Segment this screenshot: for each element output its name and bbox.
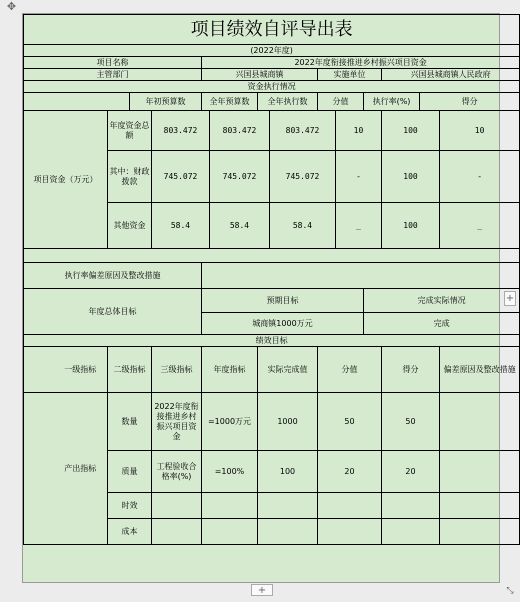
funds-cell: 10 xyxy=(336,111,382,151)
perf-score xyxy=(382,493,440,519)
funds-cell: - xyxy=(336,151,382,203)
funds-cell: _ xyxy=(440,203,520,249)
resize-handle-icon[interactable]: ⤡ xyxy=(506,586,514,596)
perf-header-actual: 实际完成值 xyxy=(258,347,318,393)
move-handle-icon[interactable]: ✥ xyxy=(6,0,17,13)
funds-cell: 803.472 xyxy=(210,111,270,151)
evaluation-table xyxy=(23,14,520,545)
perf-blank-col xyxy=(24,393,54,545)
perf-score xyxy=(382,519,440,545)
perf-level3: 工程验收合格率(%) xyxy=(152,451,202,493)
dept-value: 兴国县城商镇 xyxy=(202,69,318,81)
perf-header-blank xyxy=(24,347,54,393)
goal-label: 年度总体目标 xyxy=(24,289,202,335)
perf-target xyxy=(202,519,258,545)
add-column-plus-icon[interactable]: + xyxy=(505,293,515,304)
funds-row-label: 年度资金总额 xyxy=(108,111,152,151)
funds-cell: _ xyxy=(336,203,382,249)
perf-actual xyxy=(258,493,318,519)
document-page xyxy=(22,13,516,583)
funds-header-annual-executed: 全年执行数 xyxy=(258,93,318,111)
funds-cell: - xyxy=(440,151,520,203)
perf-level1: 产出指标 xyxy=(54,393,108,545)
perf-level3 xyxy=(152,493,202,519)
perf-level2: 时效 xyxy=(108,493,152,519)
perf-header-deviation: 偏差原因及整改措施 xyxy=(440,347,520,393)
funds-header-score: 得分 xyxy=(420,93,520,111)
impl-label: 实施单位 xyxy=(318,69,382,81)
perf-actual: 1000 xyxy=(258,393,318,451)
perf-note xyxy=(440,451,520,493)
funds-cell: 58.4 xyxy=(152,203,210,249)
perf-header-score: 得分 xyxy=(382,347,440,393)
perf-note xyxy=(440,493,520,519)
table-year: (2022年度) xyxy=(24,45,520,57)
funds-header-initial-budget: 年初预算数 xyxy=(130,93,202,111)
goal-expected-value: 城商镇1000万元 xyxy=(202,313,364,335)
funds-row-label: 其他资金 xyxy=(108,203,152,249)
deviation-label: 执行率偏差原因及整改措施 xyxy=(24,263,202,289)
funds-header-score-value: 分值 xyxy=(318,93,364,111)
funds-cell: 803.472 xyxy=(152,111,210,151)
perf-score: 20 xyxy=(382,451,440,493)
impl-value: 兴国县城商镇人民政府 xyxy=(382,69,520,81)
perf-score-value xyxy=(318,519,382,545)
funds-row-label: 其中：财政拨款 xyxy=(108,151,152,203)
perf-score-value xyxy=(318,493,382,519)
funds-cell: 100 xyxy=(382,203,440,249)
blank-row xyxy=(24,249,520,263)
table-title: 项目绩效自评导出表 xyxy=(24,15,520,45)
funds-cell: 745.072 xyxy=(270,151,336,203)
perf-target: =100% xyxy=(202,451,258,493)
funds-label: 项目资金（万元） xyxy=(24,111,108,249)
perf-section-title: 绩效目标 xyxy=(24,335,520,347)
funds-cell: 745.072 xyxy=(152,151,210,203)
funds-cell: 58.4 xyxy=(270,203,336,249)
funds-cell: 803.472 xyxy=(270,111,336,151)
perf-level2: 成本 xyxy=(108,519,152,545)
project-name-value: 2022年度衔接推进乡村振兴项目资金 xyxy=(202,57,520,69)
perf-actual xyxy=(258,519,318,545)
goal-actual-header: 完成实际情况 xyxy=(364,289,520,313)
perf-actual: 100 xyxy=(258,451,318,493)
perf-header-annual-target: 年度指标 xyxy=(202,347,258,393)
perf-header-score-value: 分值 xyxy=(318,347,382,393)
perf-level3 xyxy=(152,519,202,545)
project-name-label: 项目名称 xyxy=(24,57,202,69)
perf-score-value: 50 xyxy=(318,393,382,451)
dept-label: 主管部门 xyxy=(24,69,202,81)
perf-level3: 2022年度衔接推进乡村振兴项目资金 xyxy=(152,393,202,451)
funds-header-annual-budget: 全年预算数 xyxy=(202,93,258,111)
perf-header-level3: 三级指标 xyxy=(152,347,202,393)
perf-header-level1: 一级指标 xyxy=(54,347,108,393)
perf-level2: 数量 xyxy=(108,393,152,451)
goal-actual-value: 完成 xyxy=(364,313,520,335)
funds-cell: 745.072 xyxy=(210,151,270,203)
funds-cell: 10 xyxy=(440,111,520,151)
funds-header-execution-rate: 执行率(%) xyxy=(364,93,420,111)
funds-section-title: 资金执行情况 xyxy=(24,81,520,93)
perf-score: 50 xyxy=(382,393,440,451)
deviation-value xyxy=(202,263,520,289)
perf-note xyxy=(440,519,520,545)
add-row-plus-icon[interactable]: + xyxy=(251,584,273,596)
goal-expected-header: 预期目标 xyxy=(202,289,364,313)
perf-target xyxy=(202,493,258,519)
perf-level2: 质量 xyxy=(108,451,152,493)
perf-note xyxy=(440,393,520,451)
funds-cell: 100 xyxy=(382,111,440,151)
perf-score-value: 20 xyxy=(318,451,382,493)
funds-cell: 100 xyxy=(382,151,440,203)
funds-header-blank xyxy=(24,93,130,111)
perf-target: =1000万元 xyxy=(202,393,258,451)
perf-header-level2: 二级指标 xyxy=(108,347,152,393)
funds-cell: 58.4 xyxy=(210,203,270,249)
